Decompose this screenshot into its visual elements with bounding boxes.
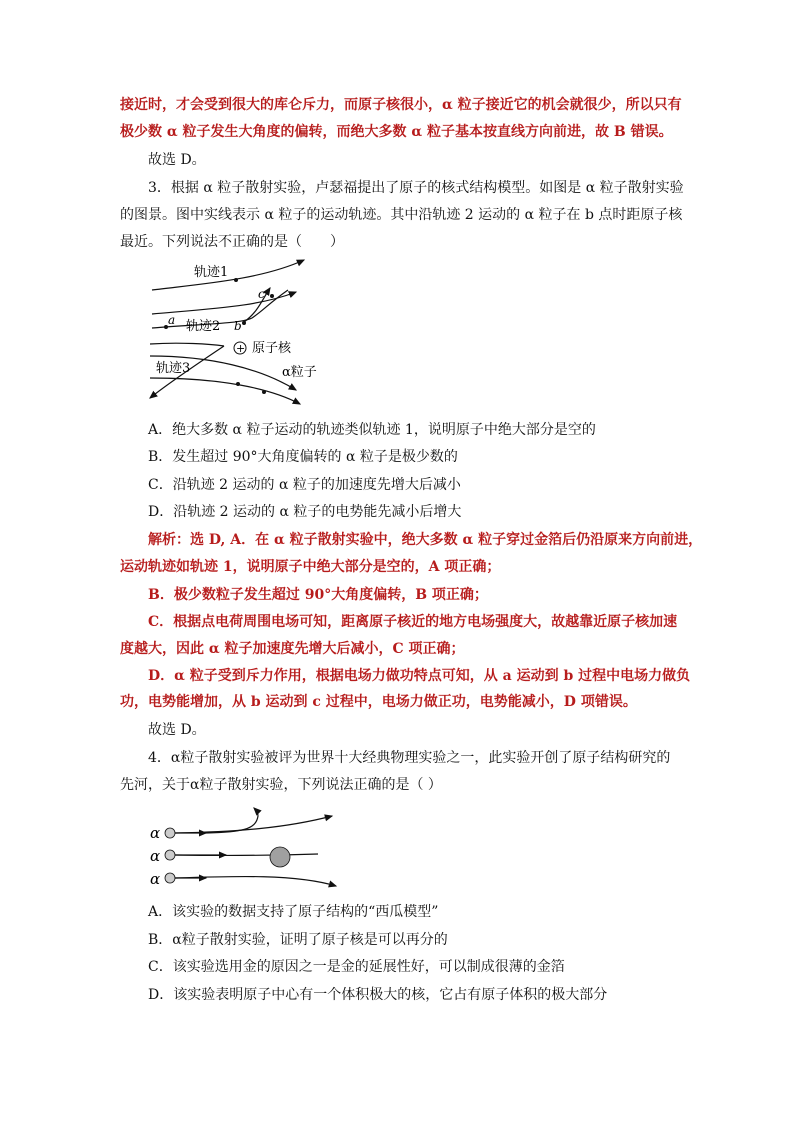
alpha-label-3: α [150,870,161,888]
alpha-particle-label: α粒子 [282,365,317,380]
alpha-source-1 [165,828,175,838]
track-2-label: 轨迹2 [186,319,221,334]
track-3-label: 轨迹3 [156,361,191,376]
nucleus-label: 原子核 [252,341,292,356]
q4-scattering-figure [146,806,346,892]
track-2-deflect [244,288,270,322]
q3-stem-line-2: 的图景。图中实线表示 α 粒子的运动轨迹。其中沿轨迹 2 运动的 α 粒子在 b 点时距原子核 [120,207,683,223]
q3-option-a: A．绝大多数 α 粒子运动的轨迹类似轨迹 1，说明原子中绝大部分是空的 [148,422,596,438]
q3-stem-line-3: 最近。下列说法不正确的是（ ） [120,234,344,250]
prev-answer: 故选 D。 [148,152,206,168]
point-b-dot [242,321,246,325]
q3-option-b: B．发生超过 90°大角度偏转的 α 粒子是极少数的 [148,449,458,465]
alpha-label-2: α [150,847,161,865]
q4-option-a: A．该实验的数据支持了原子结构的“西瓜模型” [148,904,439,920]
q3-analysis-line-6: D．α 粒子受到斥力作用，根据电场力做功特点可知，从 a 运动到 b 过程中电场力做负 [148,668,691,684]
track-2-upper-branch [152,292,296,314]
q3-analysis-line-1: 解析：选 D, A．在 α 粒子散射实验中，绝大多数 α 粒子穿过金箔后仍沿原来方向前进， [148,532,703,548]
q3-scattering-figure [140,252,320,412]
q4-option-c: C．该实验选用金的原因之一是金的延展性好，可以制成很薄的金箔 [148,959,565,975]
track-1-label: 轨迹1 [194,265,229,280]
track-3-incoming [150,343,224,346]
q3-stem-line-1: 3．根据 α 粒子散射实验，卢瑟福提出了原子的核式结构模型。如图是 α 粒子散射实验 [148,180,684,196]
point-c-dot [270,294,274,298]
q3-answer: 故选 D。 [148,722,206,738]
track-3-dot-1 [236,382,240,386]
q3-analysis-line-3: B．极少数粒子发生超过 90°大角度偏转，B 项正确； [148,587,488,603]
point-b-label: b [234,319,242,333]
alpha-source-3 [165,873,175,883]
alpha-source-2 [165,850,175,860]
q3-analysis-line-7: 功，电势能增加，从 b 运动到 c 过程中，电场力做正功，电势能减小，D 项错误。 [120,694,637,710]
q4-option-d: D．该实验表明原子中心有一个体积极大的核，它占有原子体积的极大部分 [148,987,608,1003]
prev-explanation-line-1: 接近时，才会受到很大的库仑斥力，而原子核很小，α 粒子接近它的机会就很少，所以只有 [120,97,682,113]
q4-track-2-long [175,854,318,855]
q4-stem-line-2: 先河，关于α粒子散射实验，下列说法正确的是（ ） [120,777,442,793]
q4-option-b: B．α粒子散射实验，证明了原子核是可以再分的 [148,932,448,948]
point-a-label: a [168,313,176,327]
q3-option-c: C．沿轨迹 2 运动的 α 粒子的加速度先增大后减小 [148,477,461,493]
q3-option-d: D．沿轨迹 2 运动的 α 粒子的电势能先减小后增大 [148,504,462,520]
q3-analysis-line-4: C．根据点电荷周围电场可知，距离原子核近的地方电场强度大，故越靠近原子核加速 [148,614,678,630]
alpha-label-1: α [150,824,161,842]
q4-nucleus [270,847,290,867]
point-c-label: c [258,287,265,301]
track-3-dot-2 [262,390,266,394]
q3-analysis-line-5: 度越大，因此 α 粒子加速度先增大后减小，C 项正确； [120,641,465,657]
track-1-dot [234,278,238,282]
prev-explanation-line-2: 极少数 α 粒子发生大角度的偏转，而绝大多数 α 粒子基本按直线方向前进，故 B 错误。 [120,124,673,140]
q4-stem-line-1: 4．α粒子散射实验被评为世界十大经典物理实验之一，此实验开创了原子结构研究的 [148,750,671,766]
nucleus-plus: + [236,342,246,355]
q3-analysis-line-2: 运动轨迹如轨迹 1，说明原子中绝大部分是空的，A 项正确； [120,559,501,575]
